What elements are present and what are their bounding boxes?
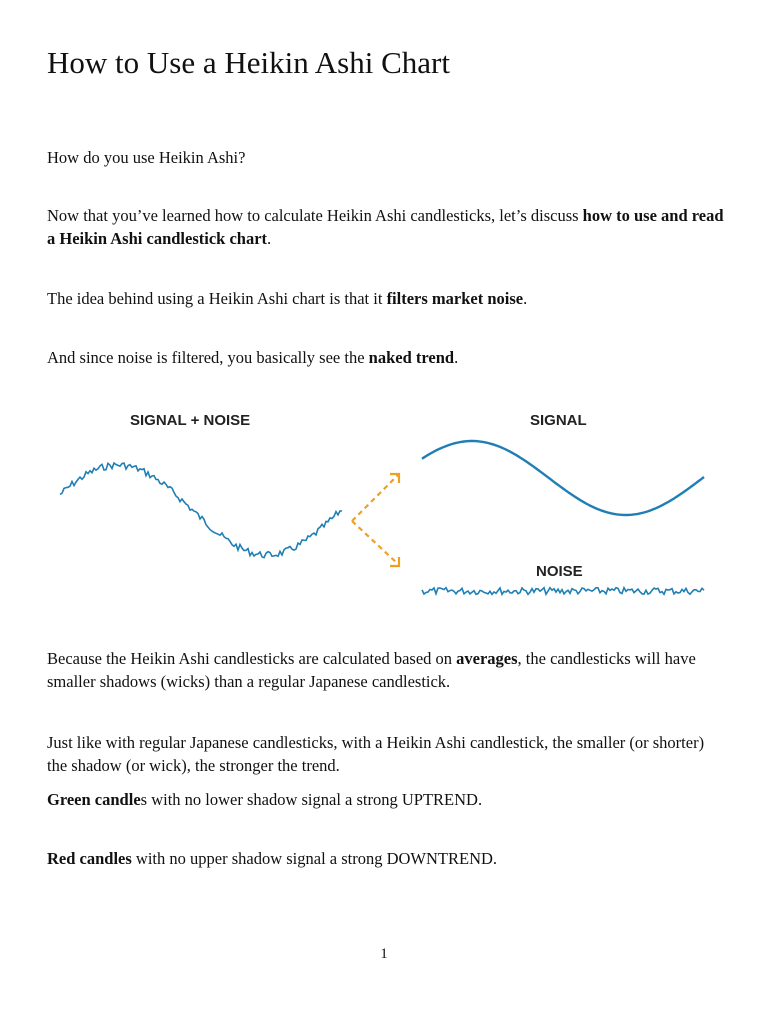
paragraph-text: s with no lower shadow signal a strong UPTREND. xyxy=(140,790,483,809)
label-signal: SIGNAL xyxy=(530,412,587,429)
paragraph-text: . xyxy=(523,289,528,308)
split-arrows xyxy=(352,474,399,566)
paragraph-text: And since noise is filtered, you basically see the xyxy=(47,348,369,367)
paragraph-text: Because the Heikin Ashi candlesticks are calculated based on xyxy=(47,649,457,668)
paragraph-text: Now that you’ve learned how to calculate Heikin Ashi candlesticks, let’s discuss xyxy=(47,206,583,225)
bold-phrase: Red candles xyxy=(47,849,132,868)
signal-plus-noise-wave xyxy=(60,463,342,558)
paragraph-text: The idea behind using a Heikin Ashi chart is that it xyxy=(47,289,387,308)
bold-phrase: naked trend xyxy=(368,348,455,367)
bold-phrase: filters market noise xyxy=(386,289,524,308)
paragraph-green-candles xyxy=(47,788,727,811)
arrow-up xyxy=(352,475,398,521)
paragraph-how-to-read xyxy=(47,204,727,250)
signal-wave xyxy=(422,441,704,515)
paragraph-text: with no upper shadow signal a strong DOWNTREND. xyxy=(131,849,498,868)
page-title: How to Use a Heikin Ashi Chart xyxy=(47,45,450,80)
bold-phrase: Green candle xyxy=(47,790,141,809)
paragraph-text: . xyxy=(454,348,459,367)
paragraph-text: . xyxy=(267,229,272,248)
label-noise: NOISE xyxy=(536,563,583,580)
paragraph-red-candles xyxy=(47,847,727,870)
paragraph-averages xyxy=(47,647,727,693)
paragraph-shadow-trend: Just like with regular Japanese candlesticks, with a Heikin Ashi candlestick, the smaller (or shorter) the shadow (or wick), the stronger the trend. xyxy=(47,733,705,775)
signal-noise-figure xyxy=(40,400,730,615)
page-number: 1 xyxy=(380,946,388,962)
signal-noise-diagram xyxy=(40,400,730,615)
paragraph-text: , the candlesticks will have smaller shadows (wicks) than a regular Japanese candlestick. xyxy=(47,649,696,691)
paragraph-naked-trend xyxy=(47,346,727,369)
label-signal-plus-noise: SIGNAL + NOISE xyxy=(130,412,251,429)
bold-phrase: how to use and read a Heikin Ashi candlestick chart xyxy=(47,206,724,248)
bold-phrase: averages xyxy=(456,649,518,668)
question-paragraph: How do you use Heikin Ashi? xyxy=(47,148,246,167)
paragraph-filters-noise xyxy=(47,287,727,310)
arrow-down xyxy=(352,521,398,564)
noise-wave xyxy=(422,588,704,595)
